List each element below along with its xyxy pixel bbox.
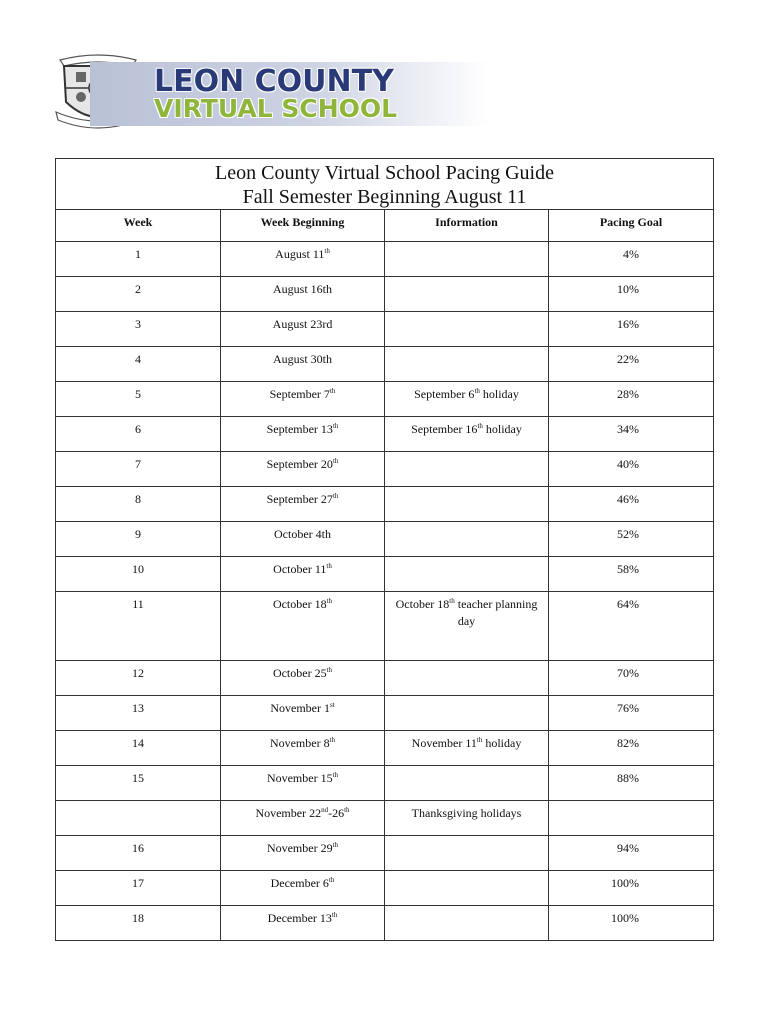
date-date: December 13 [267,911,332,925]
date-date-sup: th [326,562,332,570]
info-info-rest: holiday [479,387,519,401]
cell-week-beginning [221,661,385,696]
info-info-sup: th [474,387,480,395]
cell-week-beginning [221,836,385,871]
cell-information [385,312,549,347]
cell-information [385,766,549,801]
cell-information [385,487,549,522]
cell-week-beginning [221,522,385,557]
date-date-sup2: th [344,806,350,814]
date-date: September 13 [266,422,333,436]
cell-information [385,731,549,766]
cell-pacing-goal: 46% [549,487,714,522]
cell-week: 9 [56,522,221,557]
table-row [56,801,714,836]
table-title [56,159,714,210]
cell-information [385,452,549,487]
header-information: Information [385,210,549,242]
cell-week-beginning [221,487,385,522]
table-row [56,277,714,312]
date-date: December 6 [270,876,329,890]
cell-week: 12 [56,661,221,696]
cell-week: 7 [56,452,221,487]
date-date: November 8 [269,736,330,750]
cell-information [385,557,549,592]
date-date-sup: th [332,771,339,779]
cell-week: 14 [56,731,221,766]
date-date: November 1 [270,701,330,715]
info-info-rest: teacher planning day [454,597,538,628]
cell-week-beginning [221,557,385,592]
date-date-sup: th [329,736,336,744]
cell-pacing-goal: 70% [549,661,714,696]
cell-week-beginning [221,347,385,382]
logo-text-line2: VIRTUAL SCHOOL [154,94,398,123]
date-date: November 15 [266,771,333,785]
title-line-2: Fall Semester Beginning August 11 [242,186,527,208]
cell-week-beginning [221,382,385,417]
cell-week: 15 [56,766,221,801]
cell-week-beginning [221,417,385,452]
cell-information [385,661,549,696]
date-date: October 11 [273,562,327,576]
header-pacing-goal: Pacing Goal [549,210,714,242]
cell-pacing-goal [549,801,714,836]
cell-week: 18 [56,906,221,941]
cell-information [385,417,549,452]
date-date: September 27 [266,492,333,506]
header-row [56,210,714,242]
cell-information [385,382,549,417]
cell-week-beginning [221,906,385,941]
pacing-guide-table [55,158,714,941]
cell-week: 10 [56,557,221,592]
cell-pacing-goal: 10% [549,277,714,312]
info-info: Thanksgiving holidays [411,806,522,820]
cell-information [385,347,549,382]
cell-week: 17 [56,871,221,906]
cell-week-beginning [221,452,385,487]
table-row [56,731,714,766]
date-date: August 16th [272,282,332,296]
info-info-rest: holiday [482,736,522,750]
date-date-sup: th [331,911,338,919]
date-date: August 30th [272,352,332,366]
date-date: October 25 [272,666,327,680]
cell-week-beginning [221,312,385,347]
cell-week: 5 [56,382,221,417]
date-date: September 7 [269,387,330,401]
date-date: November 22 [255,806,322,820]
cell-week: 2 [56,277,221,312]
cell-pacing-goal: 82% [549,731,714,766]
logo-text-line1: LEON COUNTY [154,64,394,99]
table-row [56,312,714,347]
info-info-rest: holiday [482,422,522,436]
header-week: Week [56,210,221,242]
cell-week: 8 [56,487,221,522]
table-row [56,557,714,592]
table-row [56,871,714,906]
cell-pacing-goal: 88% [549,766,714,801]
cell-week: 6 [56,417,221,452]
info-info-sup: th [449,597,455,605]
cell-pacing-goal: 94% [549,836,714,871]
cell-week-beginning [221,766,385,801]
cell-week-beginning [221,731,385,766]
date-date-sup: th [332,492,339,500]
date-date-mid: -26 [328,806,345,820]
date-date: November 29 [266,841,333,855]
cell-information [385,277,549,312]
date-date-sup: th [332,422,339,430]
cell-pacing-goal: 100% [549,906,714,941]
cell-week [56,801,221,836]
cell-week-beginning [221,696,385,731]
header-week-beginning: Week Beginning [221,210,385,242]
cell-pacing-goal: 22% [549,347,714,382]
info-info: October 18 [395,597,450,611]
date-date: September 20 [266,457,333,471]
date-date-sup: st [329,701,335,709]
cell-pacing-goal: 58% [549,557,714,592]
cell-information [385,801,549,836]
cell-week: 1 [56,242,221,277]
cell-week-beginning [221,242,385,277]
date-date-sup: th [324,247,330,255]
title-line-1: Leon County Virtual School Pacing Guide [215,162,554,184]
cell-week: 16 [56,836,221,871]
cell-pacing-goal: 16% [549,312,714,347]
date-date-sup: th [328,876,335,884]
cell-pacing-goal: 64% [549,592,714,661]
date-date-sup: th [326,597,333,605]
table-row [56,522,714,557]
cell-week: 3 [56,312,221,347]
cell-pacing-goal: 34% [549,417,714,452]
table-row [56,836,714,871]
table-row [56,766,714,801]
table-row [56,417,714,452]
info-info-sup: th [477,422,483,430]
cell-pacing-goal: 40% [549,452,714,487]
date-date-sup: th [326,666,333,674]
cell-week-beginning [221,277,385,312]
cell-pacing-goal: 100% [549,871,714,906]
table-row [56,452,714,487]
cell-pacing-goal: 28% [549,382,714,417]
date-date-sup: th [329,387,336,395]
cell-week: 13 [56,696,221,731]
table-row [56,661,714,696]
info-info-sup: th [476,736,483,744]
cell-pacing-goal: 4% [549,242,714,277]
school-logo [50,52,490,132]
table-row [56,487,714,522]
date-date-sup: th [332,841,339,849]
cell-information [385,592,549,661]
cell-week-beginning [221,592,385,661]
cell-information [385,696,549,731]
table-row [56,347,714,382]
table-row [56,592,714,661]
date-date-sup: nd [321,806,329,814]
cell-information [385,242,549,277]
cell-week: 11 [56,592,221,661]
date-date: August 11 [275,247,325,261]
cell-information [385,871,549,906]
cell-pacing-goal: 52% [549,522,714,557]
cell-week-beginning [221,801,385,836]
table-row [56,906,714,941]
cell-information [385,836,549,871]
date-date: August 23rd [272,317,333,331]
date-date: October 18 [272,597,327,611]
info-info: November 11 [411,736,477,750]
date-date: October 4th [274,527,331,541]
cell-pacing-goal: 76% [549,696,714,731]
cell-information [385,906,549,941]
cell-week-beginning [221,871,385,906]
table-row [56,242,714,277]
info-info: September 6 [414,387,475,401]
info-info: September 16 [411,422,478,436]
cell-week: 4 [56,347,221,382]
cell-information [385,522,549,557]
table-row [56,696,714,731]
table-row [56,382,714,417]
date-date-sup: th [332,457,339,465]
